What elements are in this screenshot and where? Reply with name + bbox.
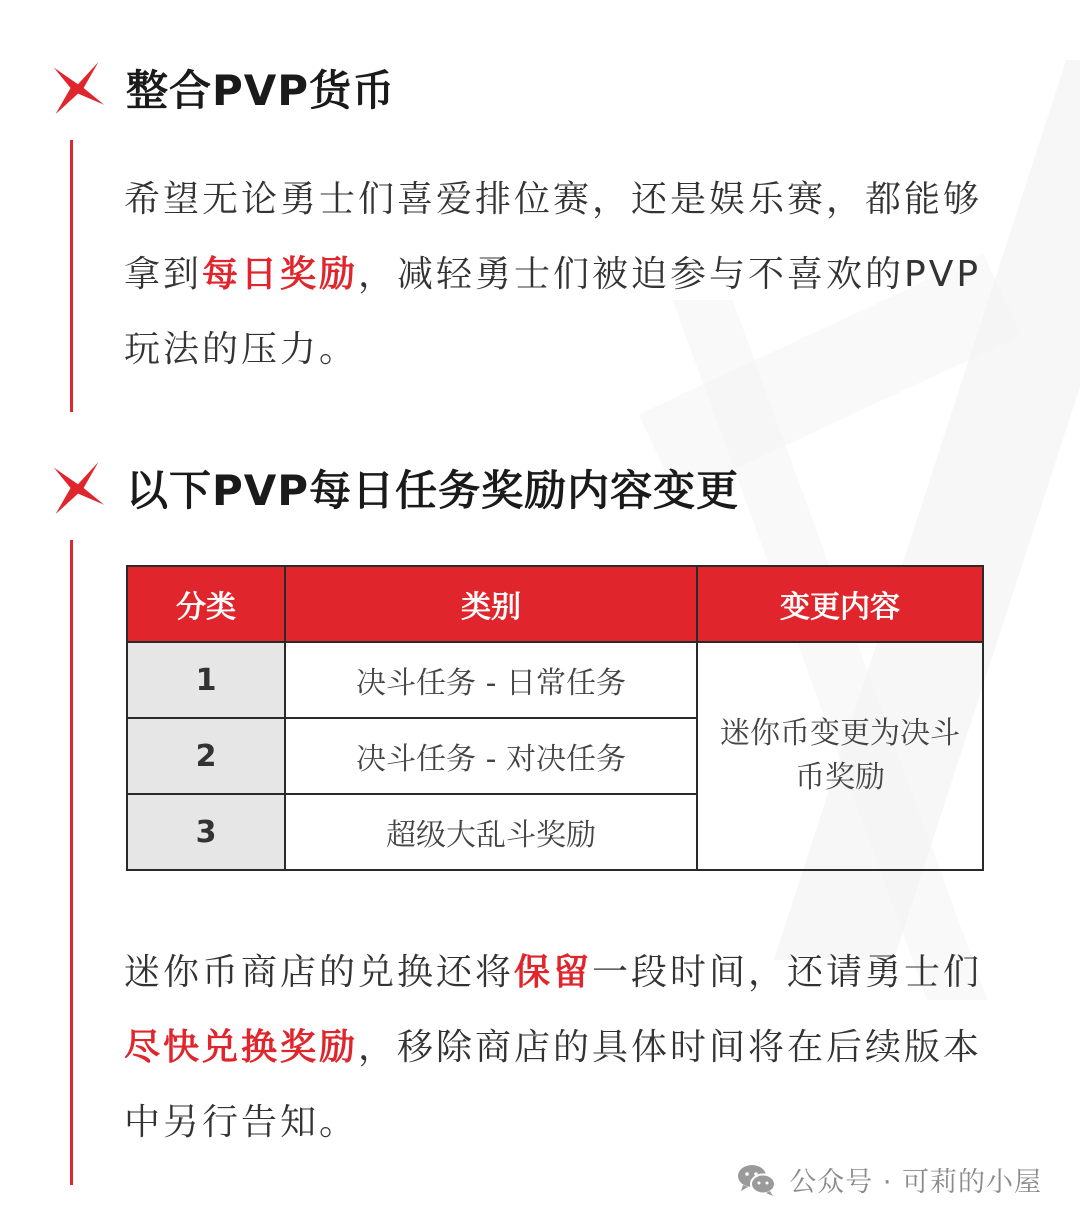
row-index-cell: 2 <box>127 718 285 794</box>
row-index-cell: 1 <box>127 642 285 718</box>
column-header-change: 变更内容 <box>697 566 983 642</box>
highlight-text: 每日奖励 <box>202 254 359 295</box>
paragraph-text: 希望无论勇士们喜爱排位赛，还是娱乐赛，都能够拿到 <box>124 179 983 295</box>
change-content-cell: 迷你币变更为决斗币奖励 <box>697 642 983 870</box>
section-title: 整合PVP货币 <box>126 66 396 115</box>
column-header-category: 类别 <box>285 566 697 642</box>
row-index-cell: 3 <box>127 794 285 870</box>
table-header-row <box>127 566 983 642</box>
notice-paragraph <box>124 935 994 1160</box>
paragraph-text: 一段时间，还请勇士们 <box>592 952 983 993</box>
column-header-category-index: 分类 <box>127 566 285 642</box>
intro-paragraph <box>124 162 994 387</box>
footer-text: 公众号 · 可莉的小屋 <box>789 1167 1042 1198</box>
highlight-text: 尽快兑换奖励 <box>124 1027 359 1068</box>
wechat-icon <box>737 1163 777 1197</box>
table-row <box>127 642 983 718</box>
section-heading-1 <box>50 58 395 118</box>
category-cell: 决斗任务 - 日常任务 <box>285 642 697 718</box>
paragraph-text: ，减轻勇士们被迫参与不喜欢的PVP玩法的压力。 <box>124 254 982 370</box>
highlight-text: 保留 <box>514 952 593 993</box>
section-heading-2 <box>50 458 739 518</box>
red-x-icon <box>50 60 106 116</box>
section-divider-line <box>70 540 73 1185</box>
category-cell: 超级大乱斗奖励 <box>285 794 697 870</box>
paragraph-text: ，移除商店的具体时间将在后续版本中另行告知。 <box>124 1027 983 1143</box>
task-change-table <box>126 565 984 871</box>
section-divider-line <box>70 140 73 412</box>
category-cell: 决斗任务 - 对决任务 <box>285 718 697 794</box>
footer-attribution <box>737 1160 1042 1199</box>
red-x-icon <box>50 460 106 516</box>
paragraph-text: 迷你币商店的兑换还将 <box>124 952 515 993</box>
section-title: 以下PVP每日任务奖励内容变更 <box>126 466 740 515</box>
